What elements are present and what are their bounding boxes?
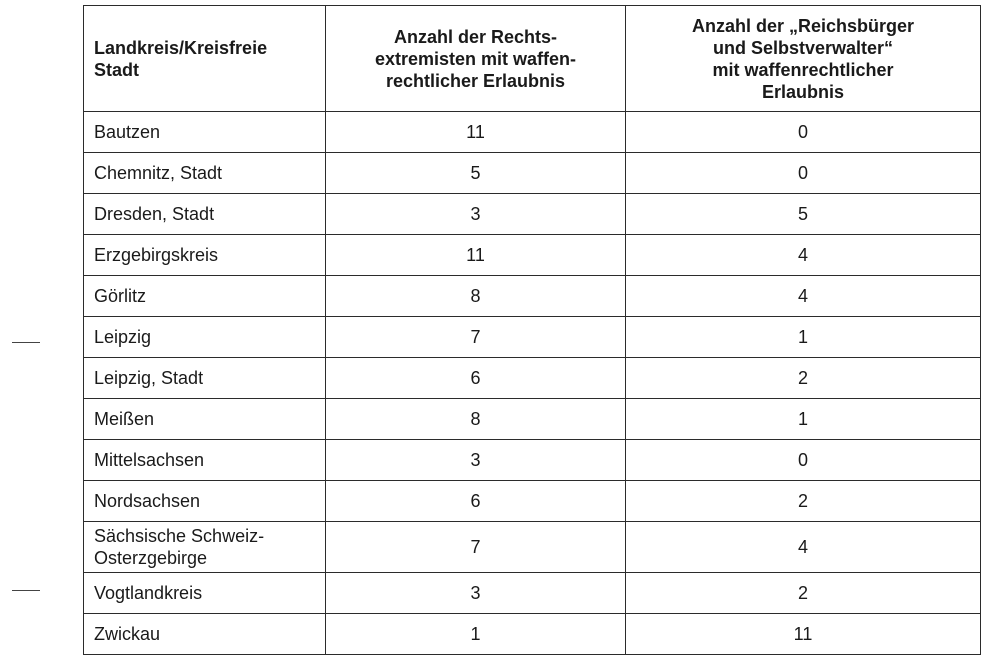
table-row: [84, 235, 981, 276]
header-reichsbuerger: [626, 6, 981, 112]
table-row: [84, 194, 981, 235]
reichsbuerger-count: 0: [626, 153, 981, 194]
extremists-count: 6: [326, 358, 626, 399]
reichsbuerger-count: 4: [626, 235, 981, 276]
extremists-count: 6: [326, 481, 626, 522]
weapons-permit-table: [83, 5, 981, 655]
extremists-count: 3: [326, 194, 626, 235]
reichsbuerger-count: 2: [626, 358, 981, 399]
extremists-count: 8: [326, 276, 626, 317]
table-row: [84, 399, 981, 440]
margin-mark: [12, 590, 40, 591]
district-cell: Görlitz: [84, 276, 326, 317]
header-text: Anzahl der „Reichsbürger: [691, 15, 915, 36]
table-row: [84, 276, 981, 317]
table-header-row: [84, 6, 981, 112]
header-text: rechtlicher Erlaubnis: [385, 70, 566, 91]
district-text: Sächsische Schweiz-: [94, 526, 265, 546]
extremists-count: 11: [326, 112, 626, 153]
table-row: [84, 573, 981, 614]
extremists-count: 7: [326, 317, 626, 358]
reichsbuerger-count: 11: [626, 614, 981, 655]
district-cell: Erzgebirgskreis: [84, 235, 326, 276]
header-extremists: [326, 6, 626, 112]
district-cell: Nordsachsen: [84, 481, 326, 522]
district-cell: Chemnitz, Stadt: [84, 153, 326, 194]
table-row: [84, 522, 981, 573]
reichsbuerger-count: 0: [626, 112, 981, 153]
district-cell: Leipzig: [84, 317, 326, 358]
header-text: Landkreis/Kreisfreie: [94, 37, 268, 58]
district-cell: Bautzen: [84, 112, 326, 153]
extremists-count: 8: [326, 399, 626, 440]
header-text: mit waffenrechtlicher: [712, 59, 894, 80]
reichsbuerger-count: 1: [626, 399, 981, 440]
extremists-count: 1: [326, 614, 626, 655]
district-cell: Leipzig, Stadt: [84, 358, 326, 399]
reichsbuerger-count: 0: [626, 440, 981, 481]
header-text: Erlaubnis: [761, 81, 845, 102]
table-row: [84, 440, 981, 481]
reichsbuerger-count: 1: [626, 317, 981, 358]
table-row: [84, 358, 981, 399]
header-text: extremisten mit waffen-: [374, 48, 577, 69]
extremists-count: 11: [326, 235, 626, 276]
reichsbuerger-count: 4: [626, 522, 981, 573]
reichsbuerger-count: 5: [626, 194, 981, 235]
table-row: [84, 317, 981, 358]
district-cell: Dresden, Stadt: [84, 194, 326, 235]
extremists-count: 7: [326, 522, 626, 573]
table-row: [84, 112, 981, 153]
extremists-count: 3: [326, 573, 626, 614]
table-row: [84, 481, 981, 522]
district-cell: Zwickau: [84, 614, 326, 655]
reichsbuerger-count: 2: [626, 573, 981, 614]
district-cell: Vogtlandkreis: [84, 573, 326, 614]
margin-mark: [12, 342, 40, 343]
district-text: Osterzgebirge: [94, 548, 208, 568]
header-district: [84, 6, 326, 112]
reichsbuerger-count: 2: [626, 481, 981, 522]
district-cell: Mittelsachsen: [84, 440, 326, 481]
table-row: [84, 153, 981, 194]
reichsbuerger-count: 4: [626, 276, 981, 317]
header-text: Anzahl der Rechts-: [393, 26, 558, 47]
district-cell: Meißen: [84, 399, 326, 440]
extremists-count: 3: [326, 440, 626, 481]
header-text: und Selbstverwalter“: [712, 37, 894, 58]
header-text: Stadt: [94, 59, 139, 80]
extremists-count: 5: [326, 153, 626, 194]
district-cell: [84, 522, 326, 573]
table-row: [84, 614, 981, 655]
